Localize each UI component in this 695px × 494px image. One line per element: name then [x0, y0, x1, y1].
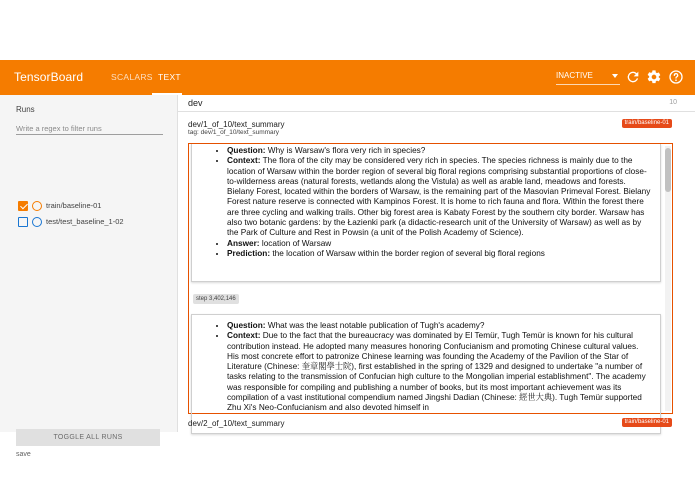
list-item: • Question: What was the least notable publication of Tugh's academy?	[227, 321, 651, 331]
chevron-down-icon	[612, 74, 618, 78]
runs-sidebar	[0, 95, 178, 458]
step-label: step 3,402,146	[193, 294, 239, 304]
tab-text[interactable]: TEXT	[158, 72, 181, 82]
run-filter-input[interactable]	[16, 122, 163, 135]
settings-gear-icon[interactable]	[646, 69, 662, 85]
save-link[interactable]: save	[16, 451, 31, 458]
tag-group-title[interactable]: dev	[188, 98, 203, 108]
run-name: test/test_baseline_1-02	[46, 217, 124, 226]
help-icon[interactable]	[668, 69, 684, 85]
run-checkbox[interactable]	[18, 217, 28, 227]
text-entry-list	[215, 146, 651, 259]
reload-icon[interactable]	[625, 69, 641, 85]
text-summary-viewport[interactable]	[188, 143, 673, 414]
run-checkbox[interactable]	[18, 201, 28, 211]
list-item: • Question: Why is Warsaw's flora very rich in species?	[227, 146, 651, 156]
top-app-bar	[0, 60, 695, 95]
text-entry-list	[215, 321, 651, 414]
runs-title: Runs	[16, 105, 35, 114]
status-select[interactable]	[556, 71, 620, 85]
card-title: dev/2_of_10/text_summary	[188, 419, 285, 428]
status-select-value: INACTIVE	[556, 71, 593, 80]
card-tag: tag: dev/1_of_10/text_summary	[188, 129, 280, 136]
run-badge: train/baseline-01	[622, 119, 672, 128]
text-dashboard	[178, 95, 695, 432]
tensorboard-app	[0, 60, 695, 458]
run-color-dot[interactable]	[32, 201, 42, 211]
card-header	[188, 120, 285, 137]
app-title: TensorBoard	[14, 70, 84, 84]
run-color-dot[interactable]	[32, 217, 42, 227]
tag-group-count: 10	[669, 99, 677, 106]
run-name: train/baseline-01	[46, 201, 102, 210]
card-title: dev/1_of_10/text_summary	[188, 120, 285, 129]
list-item: • Prediction: the location of Warsaw within the border region of several big floral regions	[227, 249, 651, 259]
scrollbar-thumb[interactable]	[665, 148, 671, 192]
card-header	[188, 419, 285, 428]
list-item: • Context: Due to the fact that the bureaucracy was dominated by El Temür, Tugh Temür is known for his cultural contribution instead. He adopted many measures honoring Confucianism and promoting Chinese cultural values. His most concrete effort to patronize Chinese learning was founding the Academy of the Pavilion of the Star of Literature (Chinese: 奎章閣學士院), first established in the spring of 1329 and designed to undertake "a number of tasks relating to the transmission of Confucian high culture to the Mongolian imperial establishment". The academy was responsible for compiling and publishing a number of books, but its most important achievement was its compilation of a vast institutional compendium named Jingshi Dadian (Chinese: 經世大典). Tugh Temür supported Zhu Xi's Neo-Confucianism and also devoted himself in	[227, 331, 651, 413]
toggle-all-runs-button[interactable]: TOGGLE ALL RUNS	[16, 429, 160, 446]
run-badge: train/baseline-01	[622, 418, 672, 427]
divider	[178, 111, 695, 112]
list-item: • Answer: location of Warsaw	[227, 239, 651, 249]
list-item: • Context: The flora of the city may be considered very rich in species. The species richness is mainly due to the location of Warsaw within the border region of several big floral regions comprising substantial proportions of close-to-wilderness areas (natural forests, wetlands along the Vistula) as well as arable land, meadows and forests. Bielany Forest, located within the borders of Warsaw, is the remaining part of the Masovian Primeval Forest. Bielany Forest nature reserve is connected with Kampinos Forest. It is home to rich fauna and flora. Within the forest there are three cycling and walking trails. Other big forest area is Kabaty Forest by the southern city border. Warsaw has also two botanic gardens: by the Łazienki park (a didactic-research unit of the University of Warsaw) as well as by the Park of Culture and Rest in Powsin (a unit of the Polish Academy of Science).	[227, 156, 651, 238]
tab-scalars[interactable]: SCALARS	[111, 72, 153, 82]
